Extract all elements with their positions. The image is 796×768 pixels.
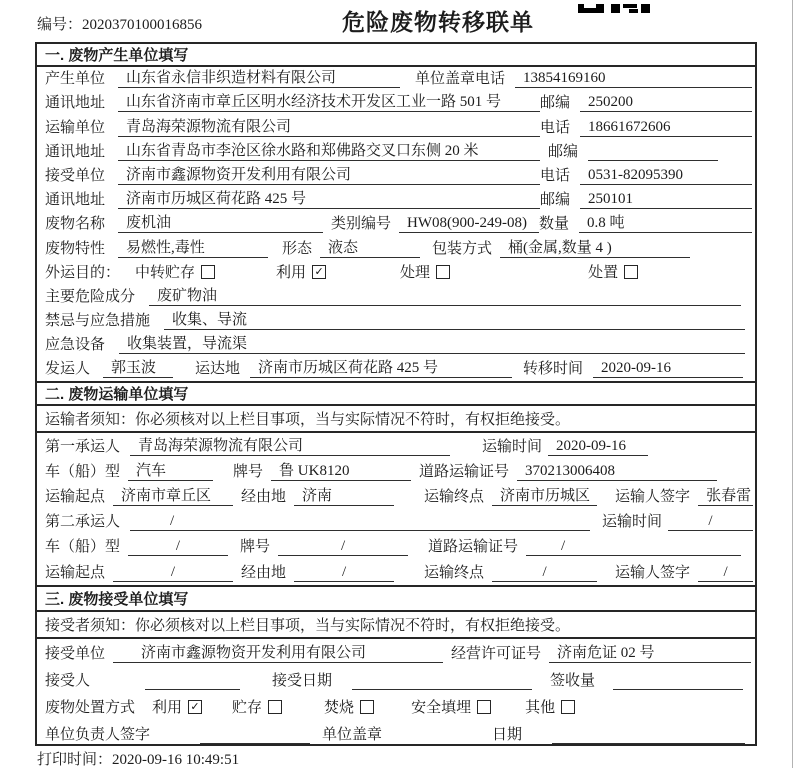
field-accept-unit: 济南市鑫源物资开发利用有限公司 bbox=[113, 644, 443, 663]
label-receiver: 接受单位 bbox=[45, 167, 106, 184]
field-route-start-2: / bbox=[113, 563, 233, 582]
label-outbound-purpose: 外运目的： bbox=[45, 264, 121, 281]
page-title: 危险废物转移联单 bbox=[342, 9, 534, 35]
label-category-code: 类别编号 bbox=[331, 216, 392, 233]
field-road-permit-1: 370213006408 bbox=[517, 462, 717, 481]
row-vehicle-1 bbox=[37, 459, 755, 484]
section3-header: 三. 废物接受单位填写 bbox=[37, 585, 755, 612]
print-time bbox=[37, 748, 239, 768]
row-second-carrier bbox=[37, 509, 755, 534]
label-carrier-sign-1: 运输人签字 bbox=[615, 489, 691, 505]
label-plate-2: 牌号 bbox=[240, 539, 271, 556]
field-form-state: 液态 bbox=[320, 239, 420, 258]
checkbox-treat bbox=[436, 265, 450, 279]
label-transporter: 运输单位 bbox=[45, 119, 106, 136]
row-responsible-sign bbox=[37, 720, 755, 746]
page-edge-line bbox=[792, 0, 793, 768]
manifest-form bbox=[35, 42, 757, 746]
checkbox-disposal-storage bbox=[268, 700, 282, 714]
label-form-state: 形态 bbox=[282, 240, 313, 257]
field-hazard-component: 废矿物油 bbox=[149, 287, 741, 306]
field-quantity: 0.8 吨 bbox=[579, 214, 752, 233]
label-unit-seal: 单位盖章 bbox=[415, 71, 476, 88]
option-utilize-label: 利用 bbox=[276, 264, 307, 281]
row-disposal-method bbox=[37, 693, 755, 720]
field-emergency-equipment: 收集装置，导流渠 bbox=[119, 335, 745, 354]
row-producer-address bbox=[37, 91, 755, 115]
option-disposal-utilize-label: 利用 bbox=[152, 699, 183, 716]
label-producer-address: 通讯地址 bbox=[45, 95, 106, 112]
label-route-end-1: 运输终点 bbox=[424, 489, 485, 505]
field-transport-date-1: 2020-09-16 bbox=[548, 437, 648, 456]
field-category-code: HW08(900-249-08) bbox=[399, 214, 539, 233]
qr-code-icon bbox=[578, 0, 650, 18]
label-producer-postcode: 邮编 bbox=[540, 95, 571, 112]
option-disposal-landfill bbox=[411, 699, 491, 717]
checkbox-disposal-utilize: ✓ bbox=[188, 700, 202, 714]
label-contraindication: 禁忌与应急措施 bbox=[45, 313, 151, 330]
row-receiver bbox=[37, 164, 755, 188]
field-vehicle-type-2: / bbox=[128, 537, 228, 556]
option-disposal-landfill-label: 安全填埋 bbox=[411, 699, 472, 716]
option-disposal-storage bbox=[232, 699, 282, 717]
doc-number-label: 编号： bbox=[37, 17, 83, 33]
label-receiver-phone: 电话 bbox=[540, 167, 571, 184]
option-treat-label: 处理 bbox=[400, 264, 431, 281]
label-vehicle-type-1: 车（船）型 bbox=[45, 463, 121, 480]
field-consignor: 郭玉波 bbox=[103, 359, 173, 378]
label-emergency-equipment: 应急设备 bbox=[45, 337, 106, 354]
label-receiver-address: 通讯地址 bbox=[45, 192, 106, 209]
label-accept-date: 接受日期 bbox=[272, 672, 333, 689]
field-transporter-address: 山东省青岛市李沧区徐水路和郑佛路交叉口东侧 20 米 bbox=[118, 142, 540, 161]
label-quantity: 数量 bbox=[539, 216, 570, 233]
row-transporter bbox=[37, 115, 755, 139]
checkbox-disposal-other bbox=[561, 700, 575, 714]
field-plate-1: 鲁 UK8120 bbox=[271, 462, 411, 481]
print-time-value: 2020-09-16 10:49:51 bbox=[112, 752, 240, 768]
row-consignor bbox=[37, 357, 755, 381]
checkbox-utilize: ✓ bbox=[312, 265, 326, 279]
field-waste-name: 废机油 bbox=[118, 214, 323, 233]
section1-header: 一. 废物产生单位填写 bbox=[37, 44, 755, 67]
checkbox-dispose bbox=[624, 265, 638, 279]
option-disposal-utilize bbox=[152, 699, 202, 717]
row-accept-person bbox=[37, 666, 755, 693]
field-receiver-address: 济南市历城区荷花路 425 号 bbox=[118, 190, 540, 209]
doc-number bbox=[37, 13, 202, 34]
field-date-3 bbox=[552, 743, 745, 744]
row-accept-unit bbox=[37, 639, 755, 666]
option-dispose-label: 处置 bbox=[588, 264, 619, 281]
label-road-permit-1: 道路运输证号 bbox=[419, 463, 510, 480]
label-route-via-2: 经由地 bbox=[241, 564, 287, 581]
label-packaging: 包装方式 bbox=[432, 240, 493, 257]
label-transport-date-1: 运输时间 bbox=[482, 438, 543, 455]
field-plate-2: / bbox=[278, 537, 408, 556]
option-disposal-other-label: 其他 bbox=[525, 699, 556, 716]
row-waste-name bbox=[37, 212, 755, 236]
label-second-carrier: 第二承运人 bbox=[45, 514, 121, 531]
field-carrier-sign-2: / bbox=[698, 563, 753, 582]
field-waste-character: 易燃性,毒性 bbox=[118, 239, 268, 258]
label-route-end-2: 运输终点 bbox=[424, 564, 485, 581]
label-receiver-postcode: 邮编 bbox=[540, 192, 571, 209]
row-receiver-address bbox=[37, 188, 755, 212]
field-receiver-postcode: 250101 bbox=[580, 190, 752, 209]
option-dispose bbox=[588, 264, 638, 282]
row-contraindication bbox=[37, 309, 755, 333]
checkbox-disposal-incinerate bbox=[360, 700, 374, 714]
row-outbound-purpose bbox=[37, 261, 755, 285]
field-transporter-postcode bbox=[588, 160, 718, 161]
label-unit-seal-3: 单位盖章 bbox=[322, 726, 383, 743]
option-treat bbox=[400, 264, 450, 282]
option-disposal-storage-label: 贮存 bbox=[232, 699, 263, 716]
row-emergency-equipment bbox=[37, 333, 755, 357]
row-vehicle-2 bbox=[37, 534, 755, 559]
label-waste-character: 废物特性 bbox=[45, 240, 106, 257]
field-producer-phone: 13854169160 bbox=[515, 69, 752, 88]
row-route-1 bbox=[37, 484, 755, 509]
label-date-3: 日期 bbox=[492, 726, 523, 743]
field-producer-postcode: 250200 bbox=[580, 93, 752, 112]
row-waste-character bbox=[37, 236, 755, 260]
field-transporter-name: 青岛海荣源物流有限公司 bbox=[118, 118, 540, 137]
label-transporter-postcode: 邮编 bbox=[548, 143, 579, 160]
option-disposal-incinerate-label: 焚烧 bbox=[324, 699, 355, 716]
field-road-permit-2: / bbox=[526, 537, 741, 556]
field-route-via-1: 济南 bbox=[294, 487, 394, 506]
label-transporter-phone: 电话 bbox=[540, 119, 571, 136]
label-transporter-address: 通讯地址 bbox=[45, 143, 106, 160]
label-producer: 产生单位 bbox=[45, 71, 106, 88]
row-route-2 bbox=[37, 559, 755, 584]
field-second-carrier: / bbox=[130, 512, 590, 531]
checkbox-transfer-storage bbox=[201, 265, 215, 279]
row-producer bbox=[37, 67, 755, 91]
option-disposal-other bbox=[525, 699, 575, 717]
label-producer-phone: 电话 bbox=[475, 71, 506, 88]
field-producer-address: 山东省济南市章丘区明水经济技术开发区工业一路 501 号 bbox=[118, 93, 540, 112]
field-transporter-phone: 18661672606 bbox=[580, 118, 752, 137]
field-packaging: 桶(金属,数量 4 ) bbox=[500, 239, 690, 258]
field-first-carrier: 青岛海荣源物流有限公司 bbox=[130, 437, 450, 456]
field-destination: 济南市历城区荷花路 425 号 bbox=[250, 359, 512, 378]
row-hazard-component bbox=[37, 285, 755, 309]
section2-header: 二. 废物运输单位填写 bbox=[37, 381, 755, 406]
label-accept-person: 接受人 bbox=[45, 672, 91, 689]
label-hazard-component: 主要危险成分 bbox=[45, 288, 136, 305]
field-accept-date bbox=[352, 689, 532, 690]
field-route-end-2: / bbox=[492, 563, 597, 582]
label-route-start-2: 运输起点 bbox=[45, 564, 106, 581]
field-route-end-1: 济南市历城区 bbox=[492, 487, 597, 506]
field-receiver-name: 济南市鑫源物资开发利用有限公司 bbox=[118, 166, 540, 185]
field-responsible-sign bbox=[200, 743, 310, 744]
field-vehicle-type-1: 汽车 bbox=[128, 462, 213, 481]
checkbox-disposal-landfill bbox=[477, 700, 491, 714]
section2-notice: 运输者须知：你必须核对以上栏目事项，当与实际情况不符时，有权拒绝接受。 bbox=[37, 406, 755, 433]
label-plate-1: 牌号 bbox=[233, 463, 264, 480]
option-utilize bbox=[276, 264, 326, 282]
label-responsible-sign: 单位负责人签字 bbox=[45, 726, 151, 743]
label-first-carrier: 第一承运人 bbox=[45, 438, 121, 455]
label-signed-quantity: 签收量 bbox=[550, 672, 596, 689]
doc-number-value: 2020370100016856 bbox=[82, 17, 203, 33]
print-time-label: 打印时间： bbox=[37, 752, 113, 768]
field-signed-quantity bbox=[613, 689, 743, 690]
label-carrier-sign-2: 运输人签字 bbox=[615, 564, 691, 581]
label-disposal-method: 废物处置方式 bbox=[45, 699, 136, 716]
field-accept-person bbox=[145, 689, 240, 690]
section3-notice: 接受者须知：你必须核对以上栏目事项，当与实际情况不符时，有权拒绝接受。 bbox=[37, 612, 755, 639]
option-transfer-storage-label: 中转贮存 bbox=[135, 264, 196, 281]
label-consignor: 发运人 bbox=[45, 361, 91, 378]
field-transport-date-2: / bbox=[668, 512, 753, 531]
row-first-carrier bbox=[37, 433, 755, 458]
label-license-no: 经营许可证号 bbox=[451, 645, 542, 662]
label-transfer-date: 转移时间 bbox=[523, 361, 584, 378]
option-transfer-storage bbox=[135, 264, 215, 282]
field-contraindication: 收集、导流 bbox=[164, 311, 745, 330]
field-route-via-2: / bbox=[294, 563, 394, 582]
row-transporter-address bbox=[37, 140, 755, 164]
label-vehicle-type-2: 车（船）型 bbox=[45, 539, 121, 556]
label-waste-name: 废物名称 bbox=[45, 216, 106, 233]
label-transport-date-2: 运输时间 bbox=[602, 514, 663, 531]
label-road-permit-2: 道路运输证号 bbox=[428, 539, 519, 556]
field-license-no: 济南危证 02 号 bbox=[549, 644, 751, 663]
field-receiver-phone: 0531-82095390 bbox=[580, 166, 752, 185]
label-destination: 运达地 bbox=[195, 361, 241, 378]
field-producer-name: 山东省永信非织造材料有限公司 bbox=[118, 69, 400, 88]
field-route-start-1: 济南市章丘区 bbox=[113, 487, 233, 506]
option-disposal-incinerate bbox=[324, 699, 374, 717]
label-route-via-1: 经由地 bbox=[241, 489, 287, 505]
label-accept-unit: 接受单位 bbox=[45, 645, 106, 662]
field-transfer-date: 2020-09-16 bbox=[593, 359, 743, 378]
field-carrier-sign-1: 张春雷 bbox=[698, 487, 753, 506]
label-route-start-1: 运输起点 bbox=[45, 489, 106, 505]
